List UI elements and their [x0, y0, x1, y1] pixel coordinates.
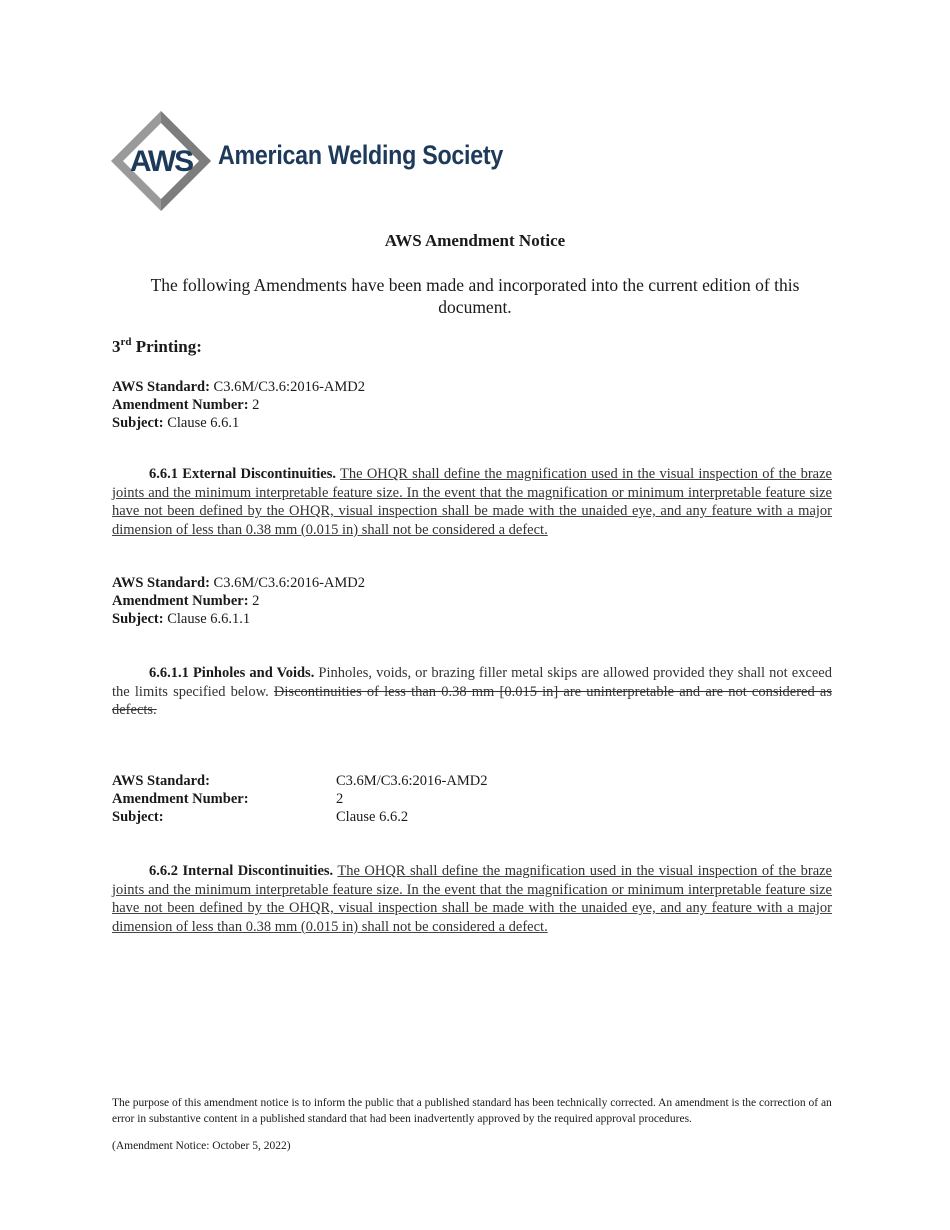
clause-heading: 6.6.1.1 Pinholes and Voids. [149, 665, 315, 681]
deleted-text: Discontinuities of less than 0.38 mm [0.015 in] are uninterpretable and are not considered as defects. [112, 683, 832, 719]
clause-heading: 6.6.2 Internal Discontinuities. [149, 863, 334, 879]
printing-heading: 3rd Printing: [112, 336, 202, 356]
footer-date: (Amendment Notice: October 5, 2022) [112, 1140, 291, 1152]
amendment-1-text [112, 465, 832, 539]
amendment-2-text [112, 664, 832, 720]
footer-purpose: The purpose of this amendment notice is to inform the public that a published standard has been technically corrected. An amendment is the correction of an error in substantive content in a published standard that had been inadvertently approved by the required approval procedures. [112, 1097, 832, 1125]
intro-text: The following Amendments have been made and incorporated into the current edition of this document. [150, 275, 800, 317]
clause-heading: 6.6.1 External Discontinuities. [149, 466, 336, 482]
logo-mark-text: AWS [129, 145, 193, 178]
inserted-text: The OHQR shall define the magnification used in the visual inspection of the braze joints and the minimum interpretable feature size. In the event that the magnification or minimum interpretable feature size have not been defined by the OHQR, visual inspection shall be made with the unaided eye, and any feature with a major dimension of less than 0.38 mm (0.015 in) shall not be considered a defect. [112, 863, 832, 935]
page-title: AWS Amendment Notice [384, 231, 566, 250]
amendment-1-meta: AWS Standard: C3.6M/C3.6:2016-AMD2 Amendment Number: 2 Subject: Clause 6.6.1 [112, 379, 365, 431]
amendment-2-meta: AWS Standard: C3.6M/C3.6:2016-AMD2 Amendment Number: 2 Subject: Clause 6.6.1.1 [112, 575, 365, 627]
body-text: Pinholes, voids, or brazing filler metal skips are allowed provided they shall not exceed the limits specified below. [112, 665, 832, 700]
inserted-text: The OHQR shall define the magnification used in the visual inspection of the braze joints and the minimum interpretable feature size. In the event that the magnification or minimum interpretable feature size have not been defined by the OHQR, visual inspection shall be made with the unaided eye, and any feature with a major dimension of less than 0.38 mm (0.015 in) shall not be considered a defect. [112, 466, 832, 538]
logo-text: American Welding Society [218, 140, 504, 170]
amendment-3-meta: AWS Standard: C3.6M/C3.6:2016-AMD2 Amendment Number: 2 Subject: Clause 6.6.2 [112, 773, 488, 825]
amendment-3-text [112, 862, 832, 936]
aws-diamond-icon [110, 110, 212, 212]
